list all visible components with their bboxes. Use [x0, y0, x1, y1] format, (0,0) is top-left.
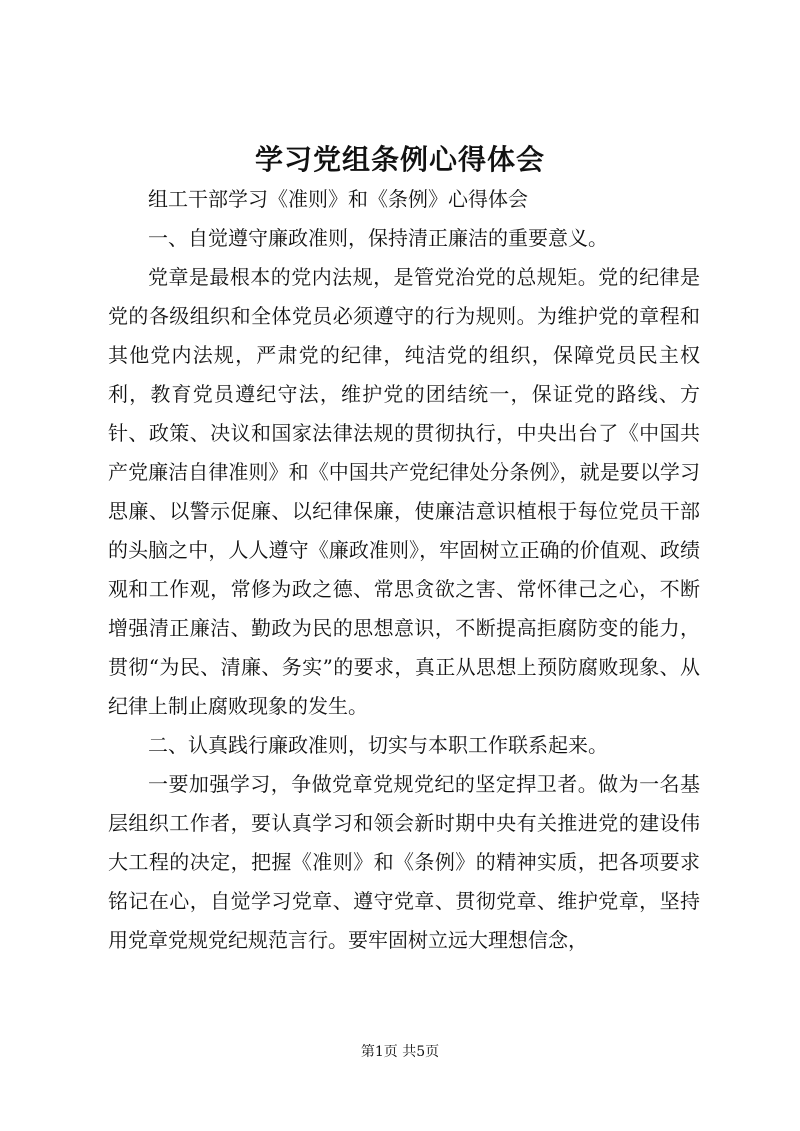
section-heading-1: 一、自觉遵守廉政准则，保持清正廉洁的重要意义。 [148, 226, 608, 250]
section-heading-2: 二、认真践行廉政准则，切实与本职工作联系起来。 [148, 733, 608, 757]
page-footer: 第1页 共5页 [360, 1044, 440, 1060]
body-paragraph-1: 党章是最根本的党内法规，是管党治党的总规矩。党的纪律是党的各级组织和全体党员必须遵守的行为规则。为维护党的章程和其他党内法规，严肃党的纪律，纯洁党的组织，保障党员民主权利，教育党员遵纪守法，维护党的团结统一，保证党的路线、方针、政策、决议和国家法律法规的贯彻执行，中央出台了《中国共产党廉洁自律准则》和《中国共产党纪律处分条例》，就是要以学习思廉、以警示促廉、以纪律保廉，使廉洁意识植根于每位党员干部的头脑之中，人人遵守《廉政准则》，牢固树立正确的价值观、政绩观和工作观，常修为政之德、常思贪欲之害、常怀律己之心，不断增强清正廉洁、勤政为民的思想意识，不断提高拒腐防变的能力，贯彻“为民、清廉、务实”的要求，真正从思想上预防腐败现象、从纪律上制止腐败现象的发生。 [108, 265, 700, 718]
subtitle-paragraph: 组工干部学习《准则》和《条例》心得体会 [148, 187, 528, 211]
document-title: 学习党组条例心得体会 [254, 143, 545, 176]
body-paragraph-2: 一要加强学习，争做党章党规党纪的坚定捍卫者。做为一名基层组织工作者，要认真学习和领会新时期中央有关推进党的建设伟大工程的决定，把握《准则》和《条例》的精神实质，把各项要求铭记在心，自觉学习党章、遵守党章、贯彻党章、维护党章，坚持用党章党规党纪规范言行。要牢固树立远大理想信念， [108, 772, 700, 952]
document-body [108, 180, 700, 960]
